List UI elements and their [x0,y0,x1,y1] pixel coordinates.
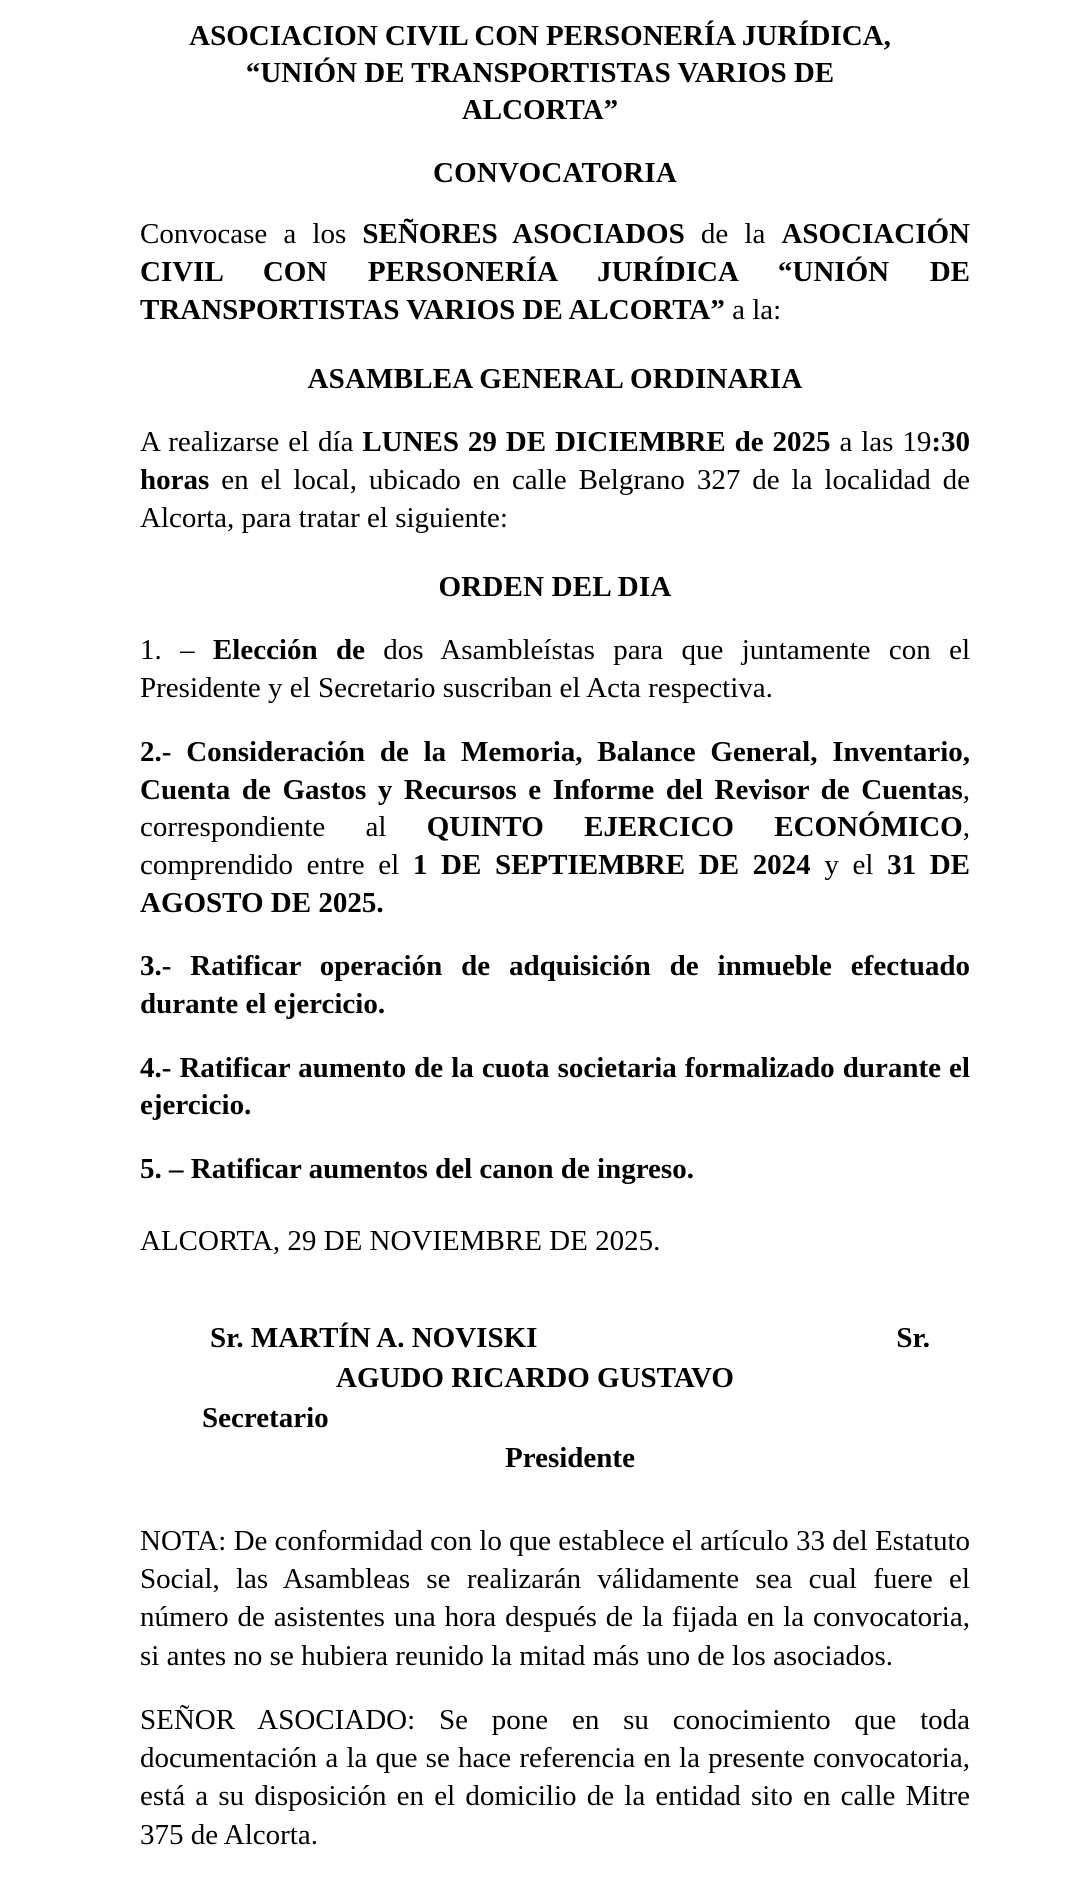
convocatoria-text-3: a la: [724,293,782,326]
fecha-paragraph [140,424,970,537]
signature-block [140,1318,970,1478]
item-4-number: 4.- [140,1051,180,1084]
item-2-bold-2: QUINTO EJERCICO ECONÓMICO [426,811,963,844]
orden-item-2 [140,734,970,922]
item-5-number: 5. – [140,1153,191,1186]
item-2-mid-1: , correspondiente al [140,773,970,844]
signature-row-names [140,1318,970,1358]
fecha-text-2: a las 19 [830,426,932,459]
fecha-hora: :30 horas [140,426,970,497]
item-2-mid-3: y el [810,848,888,881]
signature-president-role: Presidente [505,1441,635,1474]
item-2-mid-2: , comprendido entre el [140,811,970,881]
fecha-text-1: A realizarse el día [140,426,363,459]
convocatoria-text-2: de la [684,218,782,251]
convocatoria-text-1: Convocase a los [140,218,363,251]
heading-convocatoria: CONVOCATORIA [432,157,678,190]
item-1-rest: dos Asambleístas para que juntamente con el Presidente y el Secretario suscriban el Acta respectiva. [140,634,971,705]
lugar-y-fecha: ALCORTA, 29 DE NOVIEMBRE DE 2025. [140,1224,661,1257]
convocatoria-entidad: ASOCIACIÓN CIVIL CON PERSONERÍA JURÍDICA “UNIÓN DE TRANSPORTISTAS VARIOS DE ALCORTA” [140,218,970,326]
fecha-dia: LUNES 29 DE DICIEMBRE de 2025 [362,426,831,459]
heading-asamblea: ASAMBLEA GENERAL ORDINARIA [307,363,803,396]
item-5-bold: Ratificar aumentos del canon de ingreso. [190,1153,694,1186]
item-1-bold: Elección de [212,634,365,667]
orden-item-4 [140,1050,970,1125]
heading-orden-del-dia: ORDEN DEL DIA [438,571,672,604]
item-2-bold-1: Consideración de la Memoria, Balance General, Inventario, Cuenta de Gastos y Recursos e Informe del Revisor de Cuentas [140,735,970,806]
item-3-number: 3.- [140,950,191,983]
orden-item-3 [140,948,970,1023]
title-line-2: “UNIÓN DE TRANSPORTISTAS VARIOS DE [245,57,835,90]
signature-president-name: AGUDO RICARDO GUSTAVO [336,1361,734,1394]
title-line-3: ALCORTA” [461,94,619,127]
fecha-text-3: en el local, ubicado en calle Belgrano 327 de la localidad de Alcorta, para tratar el siguiente: [140,464,970,534]
item-3-bold: Ratificar operación de adquisición de inmueble efectuado durante el ejercicio. [140,950,970,1020]
item-2-bold-4: 31 DE AGOSTO DE 2025 [140,848,970,919]
item-2-rest: . [376,886,384,919]
orden-item-1 [140,632,970,707]
item-2-number: 2.- [140,735,187,768]
title-line-1: ASOCIACION CIVIL CON PERSONERÍA JURÍDICA, [189,20,891,52]
signature-secretary-role: Secretario [202,1401,329,1434]
signature-president-prefix: Sr. [896,1321,930,1354]
signature-secretary-name: Sr. MARTÍN A. NOVISKI [210,1321,538,1354]
nota-estatuto: NOTA: De conformidad con lo que establece el artículo 33 del Estatuto Social, las Asambleas se realizarán válidamente sea cual fuere el número de asistentes una hora después de la fijada en la convocatoria, si antes no se hubiera reunido la mitad más uno de los asociados. [140,1524,970,1672]
item-2-bold-3: 1 DE SEPTIEMBRE DE 2024 [412,848,811,881]
nota-senor-asociado: SEÑOR ASOCIADO: Se pone en su conocimiento que toda documentación a la que se hace referencia en la presente convocatoria, está a su disposición en el domicilio de la entidad sito en calle Mitre 375 de Alcorta. [140,1703,970,1851]
orden-item-5 [140,1151,970,1189]
item-4-bold: Ratificar aumento de la cuota societaria formalizado durante el ejercicio. [140,1051,970,1122]
convocatoria-paragraph [140,216,970,329]
convocatoria-senores-asociados: SEÑORES ASOCIADOS [362,218,685,251]
item-1-number: 1. – [140,634,213,667]
document-title [150,18,930,129]
